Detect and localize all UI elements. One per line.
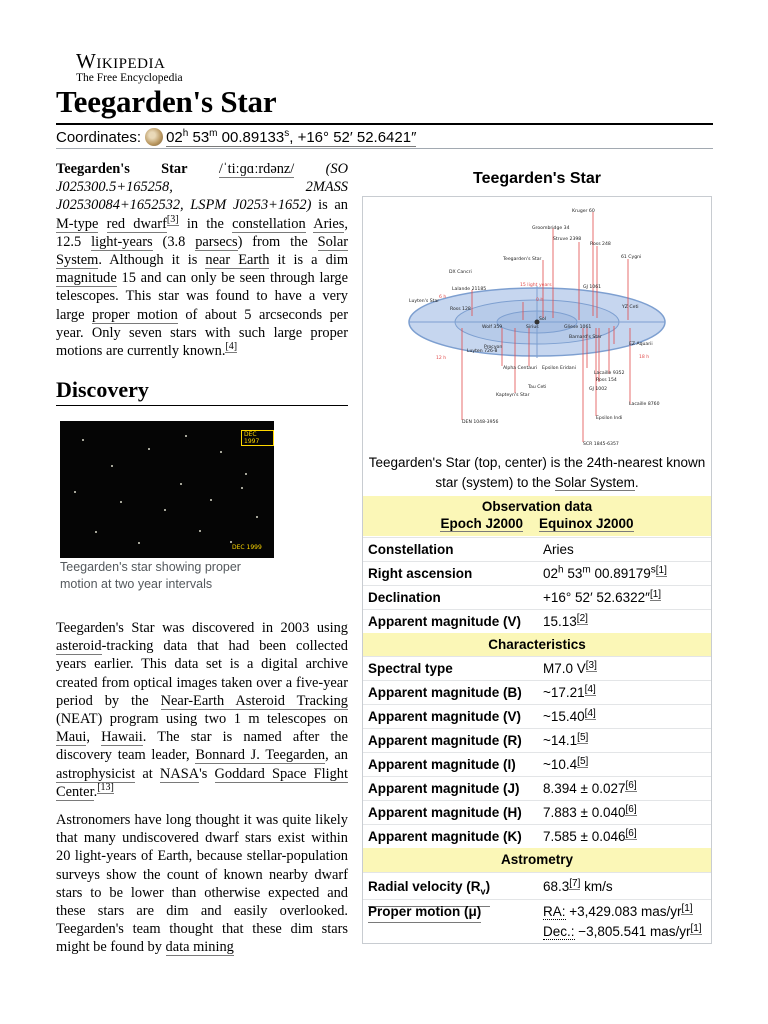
svg-text:EZ Aquarii: EZ Aquarii <box>629 342 653 347</box>
svg-text:Luyten's Star: Luyten's Star <box>409 299 440 304</box>
infobox-title: Teegarden's Star <box>473 170 601 187</box>
ref-13[interactable]: [13] <box>97 782 114 794</box>
svg-text:DEN 1048-3956: DEN 1048-3956 <box>462 420 499 425</box>
link-equinox[interactable]: Equinox J2000 <box>539 516 634 531</box>
row-mag-k: Apparent magnitude (K) 7.585 ± 0.046[6] <box>363 824 711 848</box>
svg-text:Ross 248: Ross 248 <box>590 242 611 247</box>
svg-text:Ross 154: Ross 154 <box>596 378 617 383</box>
row-mag-j: Apparent magnitude (J) 8.394 ± 0.027[6] <box>363 776 711 800</box>
svg-text:Struve 2398: Struve 2398 <box>553 237 582 242</box>
logo-tagline: The Free Encyclopedia <box>76 72 183 84</box>
infobox-caption: Teegarden's Star (top, center) is the 24th-nearest known star (system) to the Solar System. <box>368 455 706 490</box>
link-asteroid[interactable]: asteroid <box>56 638 102 655</box>
link-hawaii[interactable]: Hawaii <box>101 729 143 746</box>
proper-motion-image[interactable] <box>60 421 274 558</box>
link-aries[interactable]: Aries <box>313 215 345 232</box>
wikipedia-logo[interactable] <box>76 50 236 85</box>
row-apparent-magnitude: Apparent magnitude (V) 15.13[2] <box>363 609 711 633</box>
svg-text:18 h: 18 h <box>639 355 650 360</box>
title-divider <box>56 123 713 125</box>
link-magnitude[interactable]: magnitude <box>56 270 117 287</box>
logo-wordmark: Wikipedia <box>76 49 166 73</box>
svg-text:Ross 128: Ross 128 <box>450 307 471 312</box>
pronunciation-link[interactable]: /ˈtiːɡɑːrdənz/ <box>218 161 295 177</box>
discovery-paragraph-2: Astronomers have long thought it was quite likely that many undiscovered dwarf stars exist within 20 light-years of Earth, because stellar-population surveys show the count of known nearby dwarf stars to be lower than otherwise expected and these stars are dim and easily overlooked. Teegarden's team thought that these dim stars might be found by data mining <box>56 812 348 956</box>
section-characteristics: Characteristics <box>363 633 711 656</box>
thumb-label-bottom: DEC 1999 <box>232 544 262 551</box>
svg-text:GJ 1002: GJ 1002 <box>589 387 608 392</box>
svg-text:Sirius: Sirius <box>526 325 539 330</box>
svg-text:Alpha Centauri: Alpha Centauri <box>503 366 538 371</box>
svg-text:61 Cygni: 61 Cygni <box>621 255 642 260</box>
link-epoch[interactable]: Epoch J2000 <box>440 516 523 531</box>
link-nasa[interactable]: NASA <box>159 765 200 782</box>
discovery-paragraph-1: Teegarden's Star was discovered in 2003 using asteroid-tracking data that had been collected years earlier. This data set is a digital archive created from optical images taken over a five-year period by the Near-Earth Asteroid Tracking (NEAT) program using two 1 m telescopes on Maui, Hawaii. The star is named after the discovery team leader, Bonnard J. Teegarden, an astrophysicist at NASA's Goddard Space Flight Center.[13] <box>56 620 349 800</box>
svg-text:Lacaille 8760: Lacaille 8760 <box>629 402 660 407</box>
row-mag-r: Apparent magnitude (R) ~14.1[5] <box>363 728 711 752</box>
intro-paragraph: Teegarden's Star /ˈtiːɡɑːrdənz/ (SO J025300.5+165258, 2MASS J02530084+1652532, LSPM J0253+1652) is an M-type red dwarf[3] in the constellation Aries, 12.5 light-years (3.8 parsecs) from the Solar System. Although it is near Earth it is a dim magnitude 15 and can only be seen through large telescopes. This star was found to have a very large proper motion of about 5 arcseconds per year. Only seven stars with such large proper motions are currently known.[4] <box>56 161 349 360</box>
coordinates-label: Coordinates: <box>56 129 142 146</box>
svg-text:Epsilon Indi: Epsilon Indi <box>596 416 623 421</box>
link-data-mining[interactable]: data mining <box>165 939 234 956</box>
link-parsecs[interactable]: parsecs <box>195 233 238 250</box>
link-near-earth[interactable]: near Earth <box>205 252 270 269</box>
nearby-stars-diagram[interactable] <box>364 198 710 448</box>
row-mag-h: Apparent magnitude (H) 7.883 ± 0.040[6] <box>363 800 711 824</box>
row-mag-i: Apparent magnitude (I) ~10.4[5] <box>363 752 711 776</box>
row-radial-velocity: Radial velocity $(R_v)$ 68.3[7] km/s <box>363 872 711 899</box>
svg-text:12 h: 12 h <box>436 356 447 361</box>
svg-text:6 h: 6 h <box>439 295 447 300</box>
row-spectral-type: Spectral type M7.0 V[3] <box>363 656 711 680</box>
svg-text:Wolf 359: Wolf 359 <box>482 325 503 330</box>
svg-text:Epsilon Eridani: Epsilon Eridani <box>542 366 576 371</box>
row-declination: Declination +16° 52′ 52.6322″[1] <box>363 585 711 609</box>
svg-text:15 light years: 15 light years <box>520 283 552 288</box>
svg-text:Lalande 21185: Lalande 21185 <box>452 287 487 292</box>
svg-text:SCR 1845-6357: SCR 1845-6357 <box>583 442 619 447</box>
link-red-dwarf[interactable]: red dwarf <box>106 215 167 232</box>
svg-text:Barnard's Star: Barnard's Star <box>569 335 602 340</box>
row-constellation: Constellation Aries <box>363 537 711 561</box>
thumb-label-top: DEC 1997 <box>241 430 274 446</box>
svg-text:GJ 1061: GJ 1061 <box>583 285 602 290</box>
row-mag-b: Apparent magnitude (B) ~17.21[4] <box>363 680 711 704</box>
ref-4[interactable]: [4] <box>225 341 238 353</box>
ref-3[interactable]: [3] <box>166 213 179 225</box>
link-solar-system-caption[interactable]: Solar System <box>554 475 635 490</box>
ref-1[interactable]: [1] <box>655 564 667 576</box>
link-solar-system[interactable]: Solar System <box>56 233 349 269</box>
svg-text:Lacaille 9352: Lacaille 9352 <box>594 371 625 376</box>
epoch-equinox <box>363 516 711 531</box>
globe-icon[interactable] <box>145 128 163 146</box>
svg-text:Procyon: Procyon <box>484 345 503 350</box>
svg-text:Groombridge 34: Groombridge 34 <box>532 226 570 231</box>
svg-text:0 h: 0 h <box>536 298 544 303</box>
link-constellation[interactable]: constellation <box>232 215 306 232</box>
section-observation-data: Observation data <box>363 496 711 536</box>
svg-text:Kapteyn's Star: Kapteyn's Star <box>496 393 530 398</box>
section-astrometry: Astrometry <box>363 848 711 872</box>
page-title: Teegarden's Star <box>56 84 277 119</box>
svg-text:Luyten 726-8: Luyten 726-8 <box>467 349 498 354</box>
link-goddard[interactable]: Goddard Space Flight Center <box>56 765 348 800</box>
link-light-years[interactable]: light-years <box>91 233 153 250</box>
link-m-type[interactable]: M-type <box>56 215 99 232</box>
svg-text:Teegarden's Star: Teegarden's Star <box>503 257 542 262</box>
link-aries-infobox[interactable]: Aries <box>543 538 574 562</box>
link-neat[interactable]: Near-Earth Asteroid Tracking <box>160 692 349 709</box>
row-right-ascension: Right ascension 02$^h$ 53$^m$ $00.89179^{s[1]}$ <box>363 561 711 585</box>
svg-text:Gliese 1061: Gliese 1061 <box>564 325 592 330</box>
svg-text:Kruger 60: Kruger 60 <box>572 209 595 214</box>
row-mag-v: Apparent magnitude (V) ~15.40[4] <box>363 704 711 728</box>
section-heading-discovery: Discovery <box>56 377 348 406</box>
article-subject: Teegarden's Star <box>56 161 188 177</box>
svg-text:Tau Ceti: Tau Ceti <box>528 385 547 390</box>
row-proper-motion: Proper motion (μ) RA: +3,429.083 mas/yr[1] Dec.: −3,805.541 mas/yr[1] <box>363 899 711 943</box>
link-astrophysicist[interactable]: astrophysicist <box>56 765 136 782</box>
coordinates-line <box>56 127 713 149</box>
link-bonnard-teegarden[interactable]: Bonnard J. Teegarden <box>195 747 326 764</box>
diagram-label-sol: Sol <box>539 317 547 322</box>
link-proper-motion[interactable]: proper motion <box>92 306 178 323</box>
link-maui[interactable]: Maui <box>56 729 87 746</box>
image-caption: Teegarden's star showing proper motion at two year intervals <box>60 560 241 591</box>
svg-text:DX Cancri: DX Cancri <box>449 270 472 275</box>
coordinates-link[interactable]: 02$^h$ 53$^m$ $00.89133^s$, +16° 52′ 52.6421″ <box>166 128 417 146</box>
infobox <box>362 196 712 944</box>
svg-text:YZ Ceti: YZ Ceti <box>622 305 639 310</box>
catalog-designations: (SO J025300.5+165258, 2MASS J02530084+1652532, LSPM J0253+1652) <box>56 161 348 214</box>
